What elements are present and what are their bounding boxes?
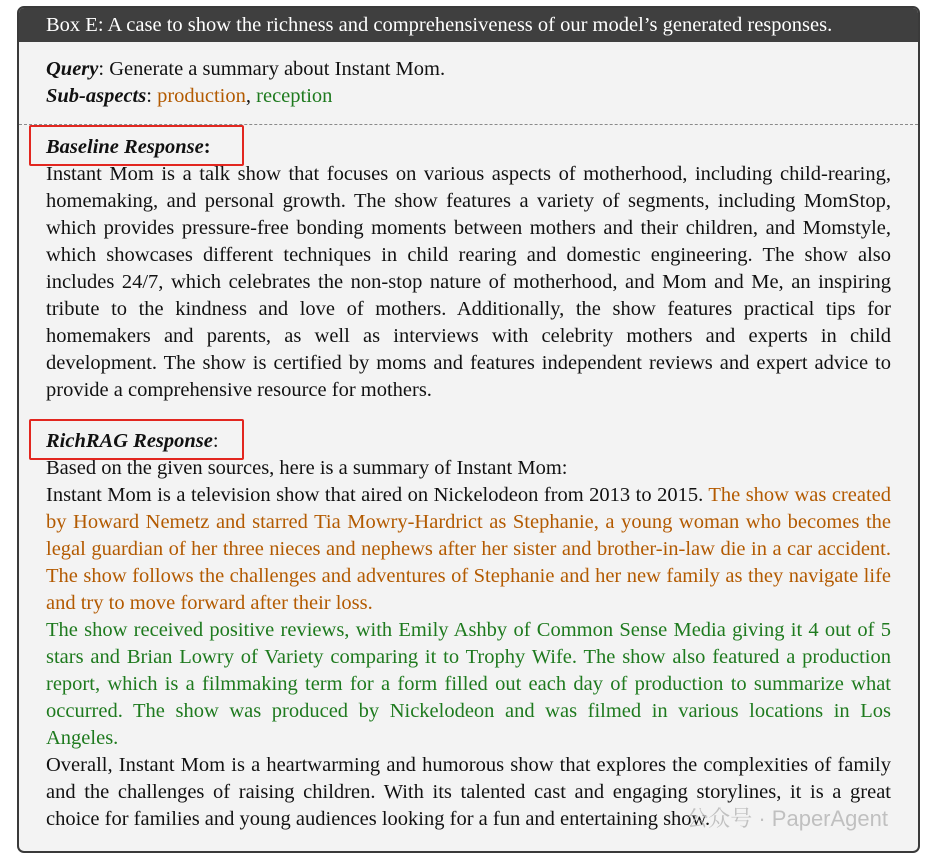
richrag-para2-green: The show received positive reviews, with Emily Ashby of Common Sense Media giving it 4 out of 5 stars and Brian Lowry of Variety comparing it to Trophy Wife. The show also featured a production report, which is a filmmaking term for a form filled out each day of production to summarize what occurred. The show was produced by Nickelodeon and was filmed in various locations in Los Angeles.	[46, 619, 891, 749]
case-box	[17, 6, 920, 853]
baseline-section	[19, 125, 918, 404]
richrag-highlight-box	[29, 419, 244, 460]
baseline-label: Baseline Response	[46, 136, 204, 158]
baseline-highlight-box	[29, 125, 244, 166]
subaspects-colon: :	[146, 85, 158, 107]
subaspects-label: Sub-aspects	[46, 85, 147, 107]
box-title: Box E: A case to show the richness and comprehensiveness of our model’s generated responses.	[19, 8, 918, 42]
richrag-label-line	[46, 428, 891, 455]
richrag-section	[19, 404, 918, 833]
richrag-para1-black: Instant Mom is a television show that aired on Nickelodeon from 2013 to 2015.	[46, 484, 709, 506]
baseline-text: Instant Mom is a talk show that focuses on various aspects of motherhood, including child-rearing, homemaking, and personal growth. The show features a variety of segments, including MomStop, which provides pressure-free bonding moments between mothers and their children, and Momstyle, which showcases different techniques in child rearing and domestic engineering. The show also includes 24/7, which celebrates the non-stop nature of motherhood, and Mom and Me, an inspiring tribute to the kindness and love of mothers. Additionally, the show features practical tips for homemakers and parents, as well as interviews with celebrity mothers and experts in child development. The show is certified by moms and features independent reviews and expert advice to provide a comprehensive resource for mothers.	[46, 163, 891, 401]
subaspects-line	[46, 83, 918, 110]
query-line	[46, 56, 918, 83]
richrag-para3: Overall, Instant Mom is a heartwarming and humorous show that explores the complexities of family and the challenges of raising children. With its talented cast and engaging storylines, it is a great choice for families and young audiences looking for a fun and entertaining show.	[46, 754, 891, 830]
aspect-reception: reception	[256, 85, 333, 107]
query-label: Query	[46, 58, 99, 80]
watermark: 公众号 · PaperAgent	[686, 806, 888, 831]
baseline-label-line	[46, 134, 891, 161]
richrag-colon: :	[212, 430, 219, 452]
richrag-para1	[46, 482, 891, 617]
aspect-production: production	[157, 85, 246, 107]
richrag-label: RichRAG Response	[46, 430, 213, 452]
baseline-colon: :	[203, 136, 211, 158]
query-text: : Generate a summary about Instant Mom.	[98, 58, 446, 80]
richrag-para1-orange: The show was created by Howard Nemetz and starred Tia Mowry-Hardrict as Stephanie, a young woman who becomes the legal guardian of her three nieces and nephews after her sister and brother-in-law die in a car accident. The show follows the challenges and adventures of Stephanie and her new family as they navigate life and try to move forward after their loss.	[46, 484, 891, 614]
query-block	[19, 42, 918, 110]
aspect-comma: ,	[245, 85, 257, 107]
richrag-intro: Based on the given sources, here is a summary of Instant Mom:	[46, 457, 568, 479]
